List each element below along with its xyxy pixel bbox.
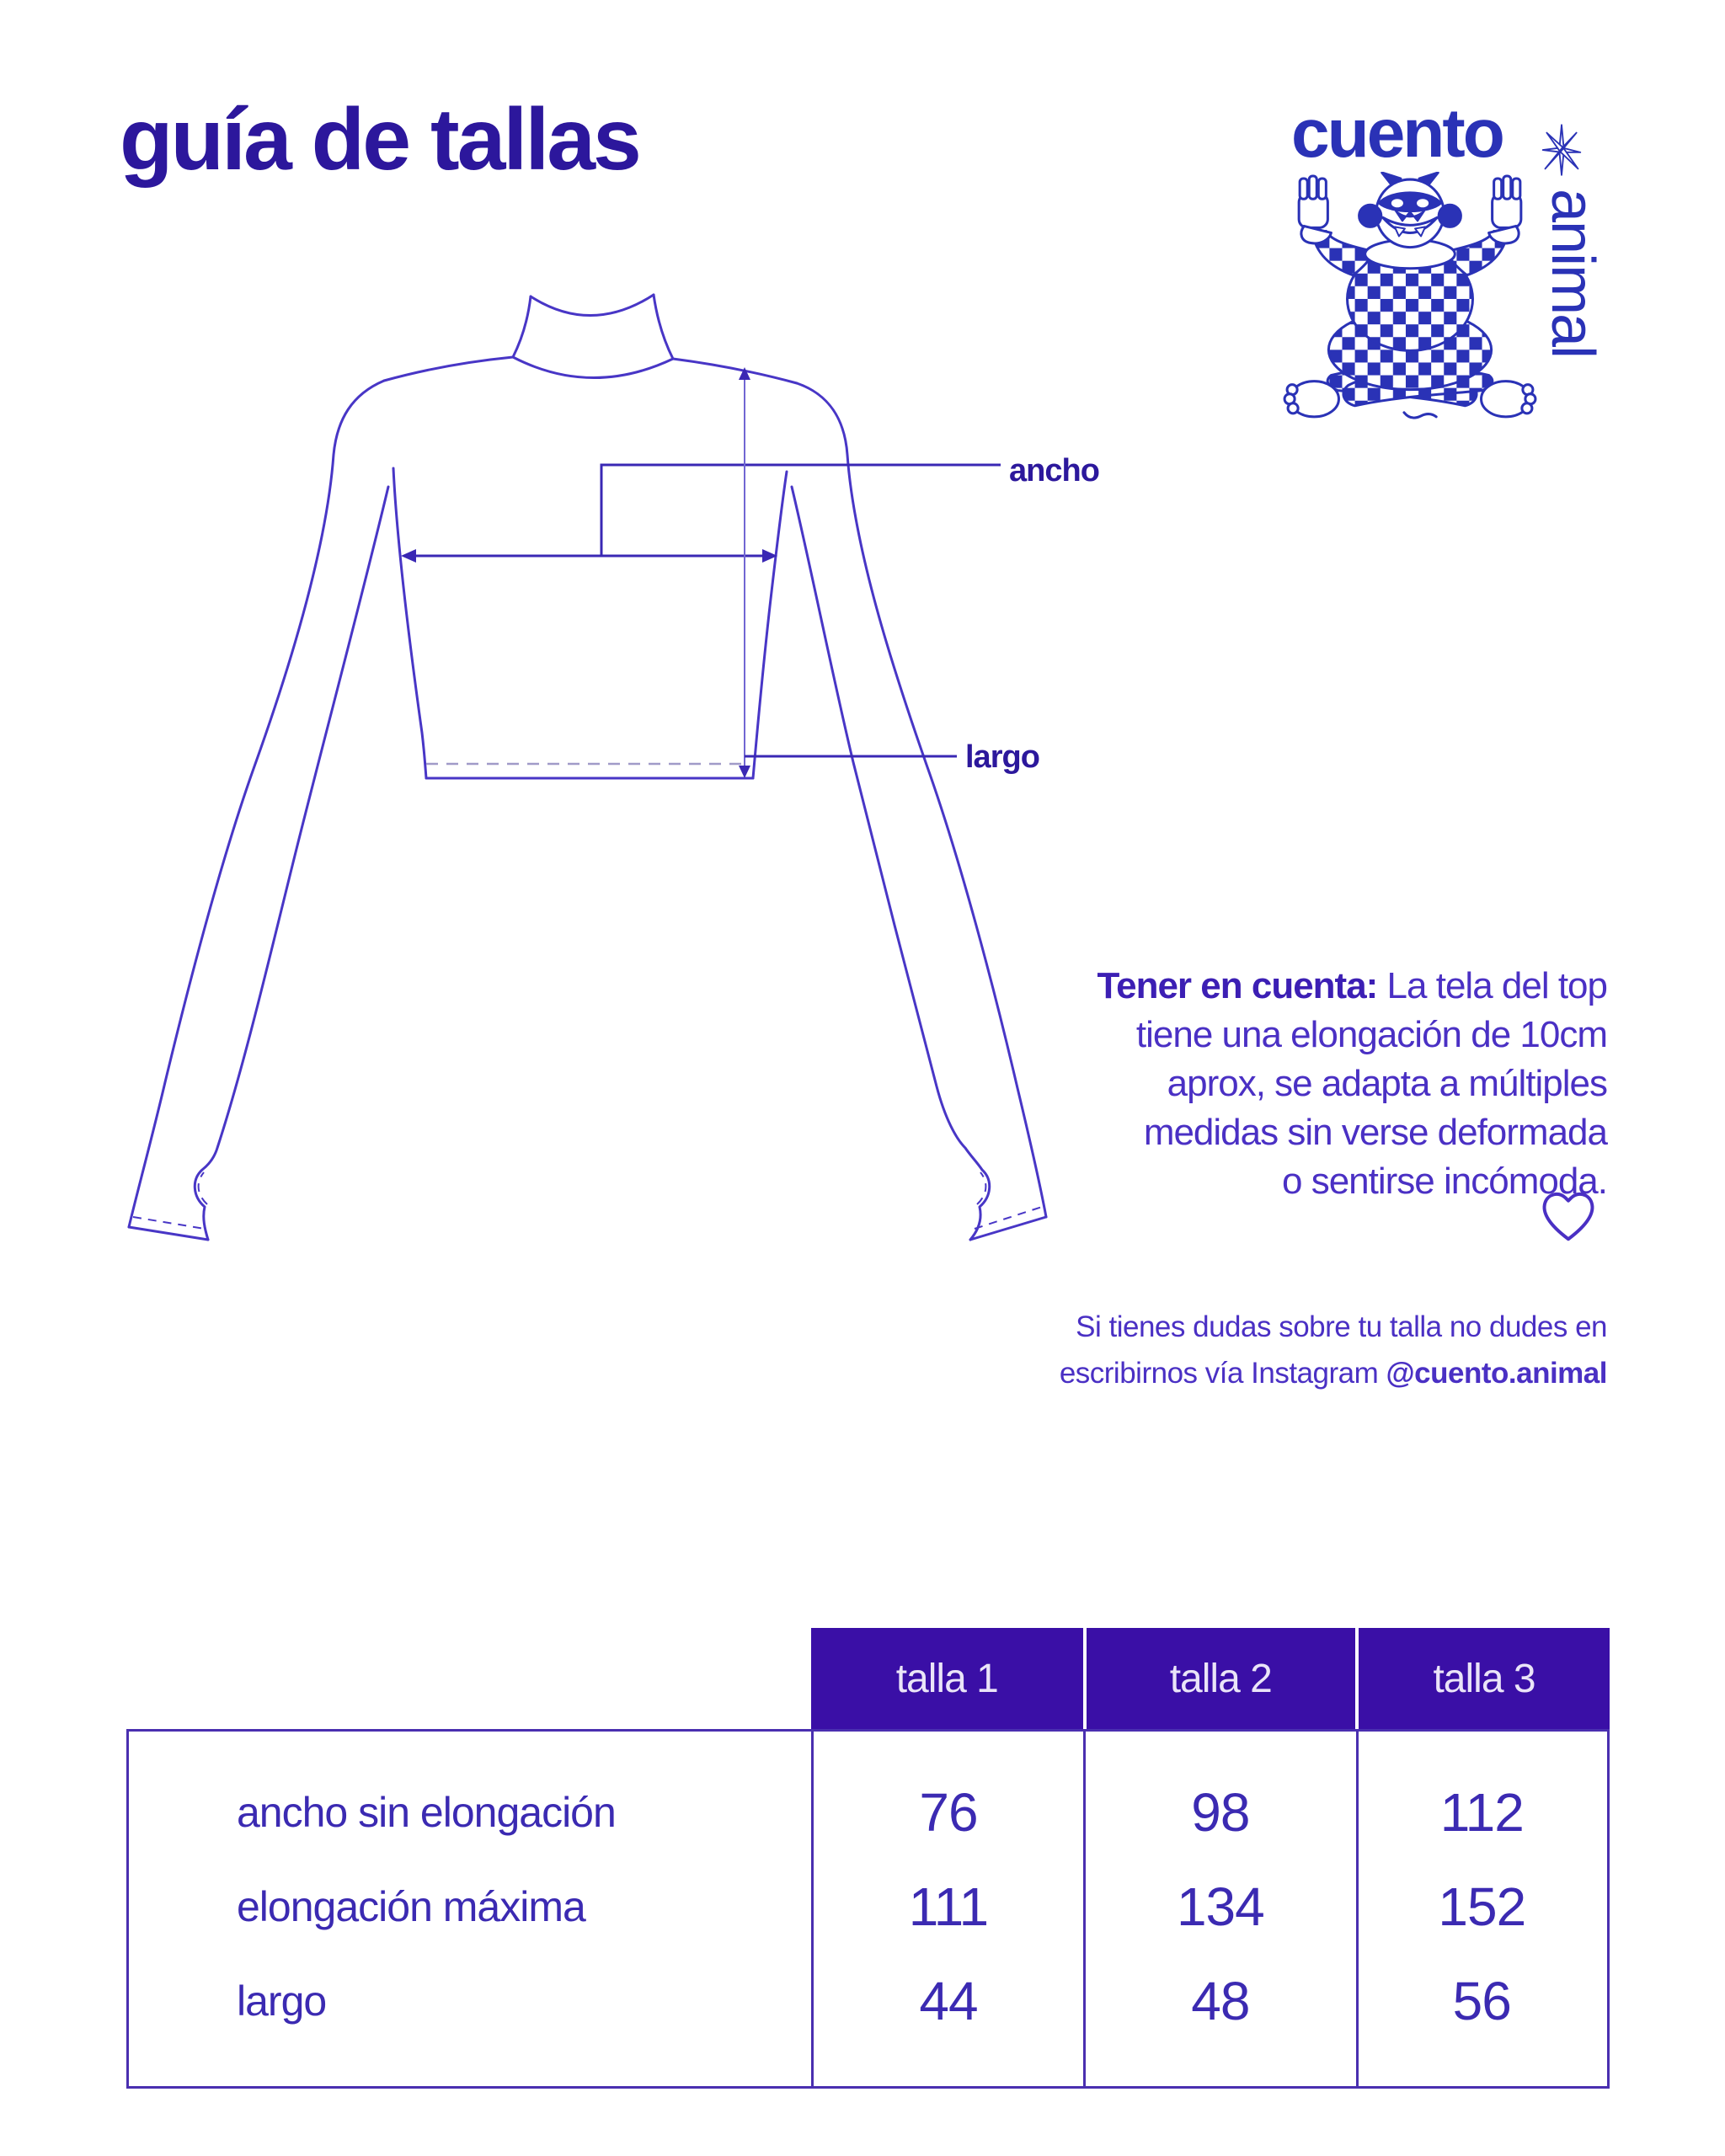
largo-label: largo — [965, 739, 1039, 775]
column-header-talla-1: talla 1 — [895, 1656, 998, 1701]
brand-wordmark-animal: animal — [1539, 189, 1606, 358]
note-bold-prefix: Tener en cuenta: — [1097, 965, 1378, 1006]
cell-value: 44 — [919, 1971, 978, 2031]
cell-value: 112 — [1439, 1782, 1524, 1843]
cell-value: 134 — [1176, 1876, 1264, 1937]
cell-value: 48 — [1191, 1971, 1250, 2031]
cell-value: 111 — [908, 1876, 989, 1937]
table-row — [129, 1954, 1607, 2048]
note-line-5: o sentirse incómoda. — [1282, 1161, 1607, 1202]
contact-line-2: escribirnos vía Instagram @cuento.animal — [1059, 1357, 1607, 1390]
ancho-dimension — [401, 465, 1001, 563]
cell-value: 76 — [919, 1782, 978, 1843]
size-table — [126, 1628, 1610, 2089]
row-label: largo — [237, 1977, 327, 2025]
page-title: guía de tallas — [120, 91, 639, 189]
largo-dimension — [739, 367, 957, 778]
table-row — [129, 1860, 1607, 1954]
note-line-2: tiene una elongación de 10cm — [1135, 1014, 1607, 1055]
size-table-body — [126, 1729, 1610, 2089]
contact-line-1: Si tienes dudas sobre tu talla no dudes en — [1076, 1310, 1607, 1343]
fabric-note — [927, 962, 1607, 1206]
row-label: elongación máxima — [237, 1883, 585, 1930]
cell-value: 98 — [1191, 1782, 1250, 1843]
note-line-3: aprox, se adapta a múltiples — [1167, 1063, 1607, 1104]
contact-note — [927, 1304, 1607, 1396]
sparkle-star-icon — [1540, 123, 1583, 179]
column-header-talla-2: talla 2 — [1083, 1628, 1356, 1729]
table-row — [129, 1765, 1607, 1860]
heart-icon — [1538, 1186, 1599, 1243]
cell-value: 56 — [1452, 1971, 1511, 2031]
instagram-handle[interactable]: @cuento.animal — [1386, 1357, 1607, 1390]
cell-value: 152 — [1438, 1876, 1526, 1937]
row-label: ancho sin elongación — [237, 1789, 616, 1836]
column-header-talla-3: talla 3 — [1355, 1628, 1610, 1729]
ancho-label: ancho — [1009, 453, 1099, 488]
checkered-devil-mascot-icon — [1279, 172, 1541, 435]
note-line-1: Tener en cuenta: La tela del top — [1097, 965, 1607, 1006]
size-table-header — [811, 1628, 1610, 1729]
note-line-4: medidas sin verse deformada — [1143, 1112, 1607, 1153]
brand-wordmark-cuento: cuento — [1291, 95, 1503, 172]
